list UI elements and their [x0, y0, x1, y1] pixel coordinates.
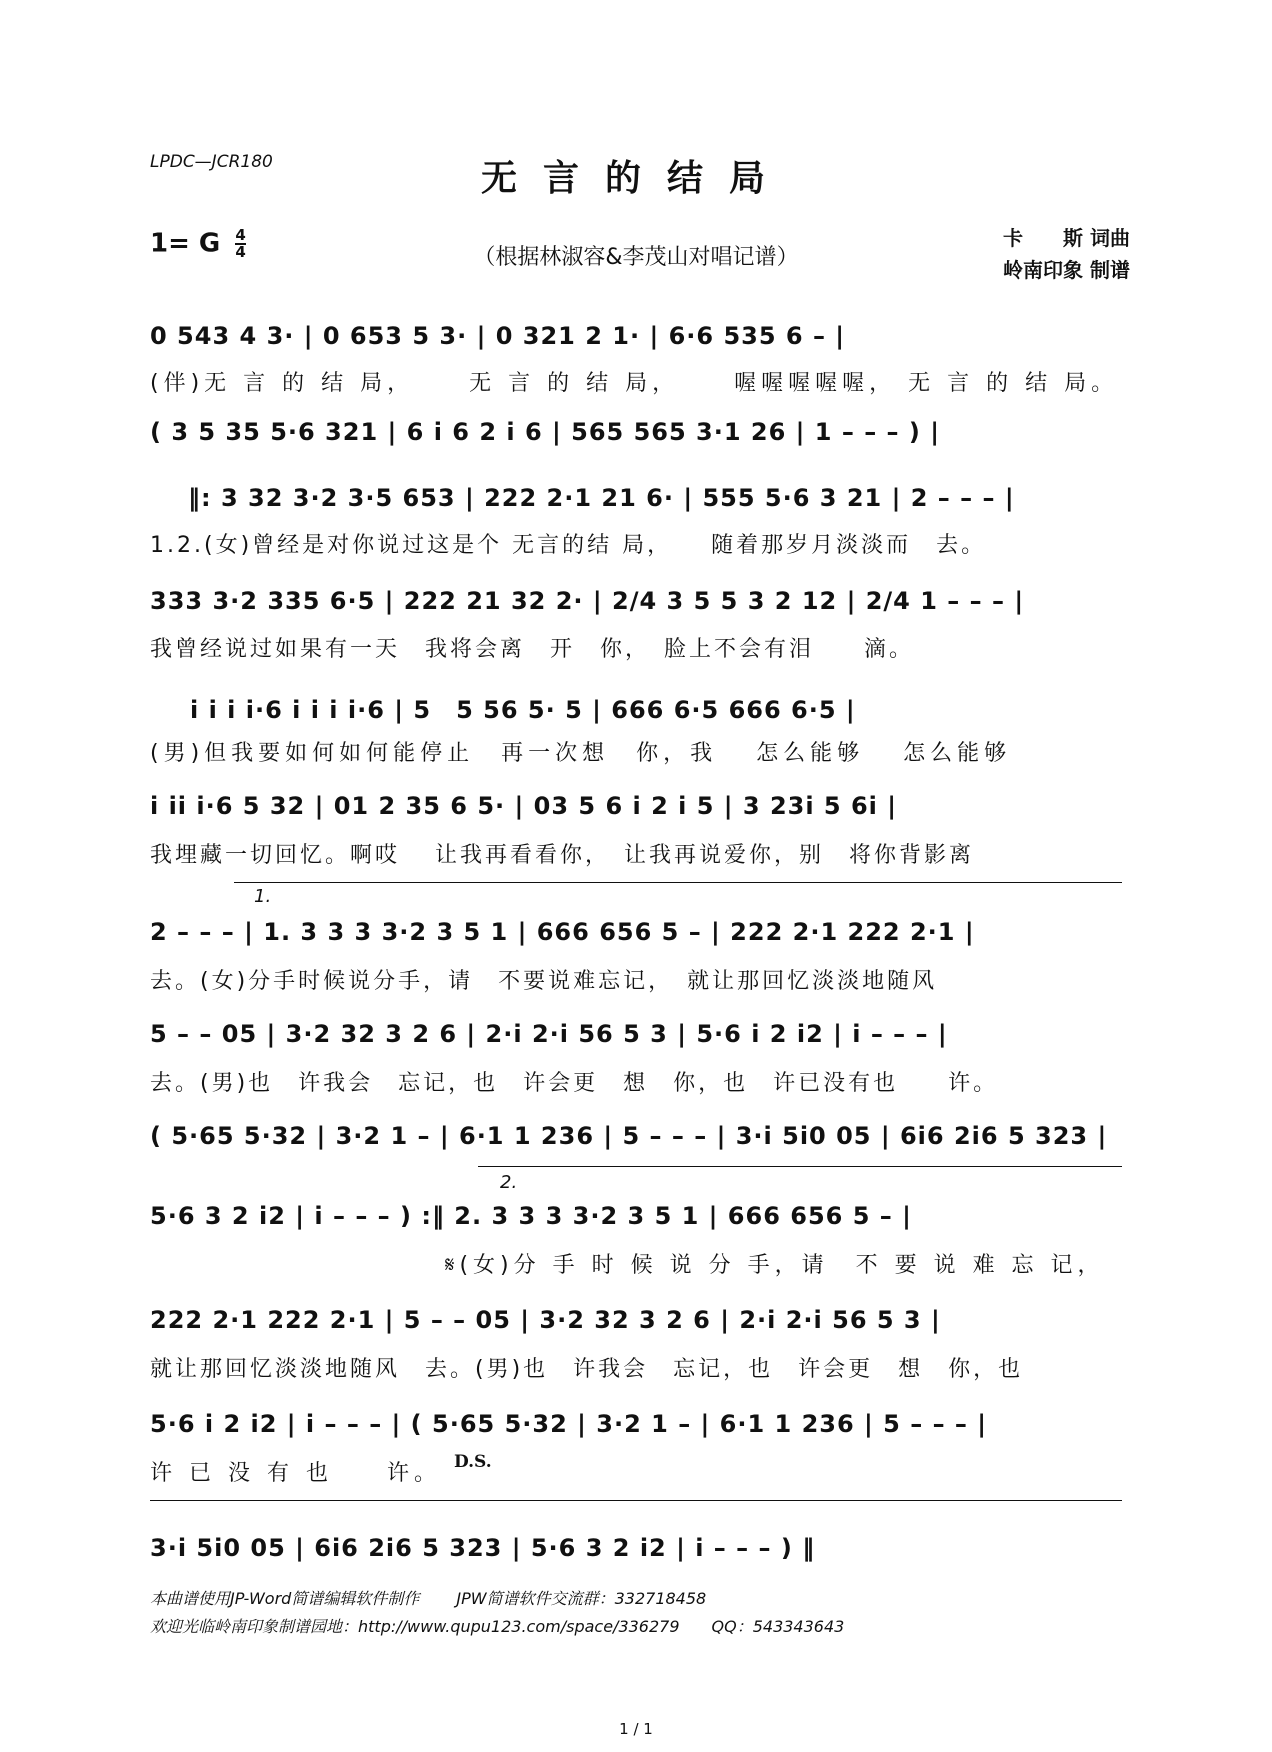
meter-top: 4: [235, 226, 246, 244]
ending-2-label: 2.: [500, 1172, 518, 1193]
lyric-row-5: (男)但我要如何如何能停止 再一次想 你，我 怎么能够 怎么能够: [150, 741, 1012, 766]
meter-bottom: 4: [235, 243, 246, 261]
lyric-row-12: 许 已 没 有 也 许。: [150, 1461, 441, 1486]
notation-row-10: 5·6 3 2 i2 | i – – – ) :‖ 2. 3 3 3 3·2 3 5 1 | 666 656 5 – |: [150, 1202, 912, 1230]
lyric-row-10: 𝄋(女)分 手 时 候 说 分 手，请 不 要 说 难 忘 记，: [445, 1253, 1105, 1278]
subtitle: （根据林淑容&李茂山对唱记谱）: [473, 245, 799, 270]
lyric-row-6: 我埋藏一切回忆。啊哎 让我再看看你， 让我再说爱你，别 将你背影离: [150, 843, 974, 868]
ending-1-bracket: [234, 882, 1122, 883]
lyric-row-8: 去。(男)也 许我会 忘记，也 许会更 想 你，也 许已没有也 许。: [150, 1071, 999, 1096]
notation-row-6: i ii i·6 5 32 | 01 2 35 6 5· | 03 5 6 i 2 i 5 | 3 23i 5 6i |: [150, 792, 898, 820]
page-number: 1 / 1: [619, 1720, 653, 1738]
ending-1-label: 1.: [254, 886, 272, 907]
ds-marker: D.S.: [454, 1452, 492, 1472]
score-code: LPDC—JCR180: [150, 152, 273, 172]
notation-row-1: 0 543 4 3· | 0 653 5 3· | 0 321 2 1· | 6·6 535 6 – |: [150, 322, 846, 350]
notation-row-5: i i i i·6 i i i i·6 | 5 5 56 5· 5 | 666 6·5 666 6·5 |: [190, 696, 856, 724]
notation-row-4: 333 3·2 335 6·5 | 222 21 32 2· | 2/4 3 5 5 3 2 12 | 2/4 1 – – – |: [150, 587, 1025, 615]
page-title: 无言的结局: [480, 157, 791, 199]
key-label: 1= G: [150, 228, 221, 259]
lyric-row-3: 1.2.(女)曾经是对你说过这是个 无言的结 局， 随着那岁月淡淡而 去。: [150, 533, 987, 558]
lyric-row-7: 去。(女)分手时候说分手，请 不要说难忘记， 就让那回忆淡淡地随风: [150, 969, 938, 994]
ending-2-bracket: [478, 1166, 1122, 1167]
footer-line-2: 欢迎光临岭南印象制谱园地：http://www.qupu123.com/space/336279 QQ：543343643: [150, 1617, 845, 1636]
notation-row-2: ( 3 5 35 5·6 321 | 6 i 6 2 i 6 | 565 565 3·1 26 | 1 – – – ) |: [150, 418, 940, 446]
notation-row-13: 3·i 5i0 05 | 6i6 2i6 5 323 | 5·6 3 2 i2 | i – – – ) ‖: [150, 1534, 816, 1562]
lyricist-credit: 卡 斯 词曲: [1003, 226, 1130, 250]
notation-row-3: ‖: 3 32 3·2 3·5 653 | 222 2·1 21 6· | 555 5·6 3 21 | 2 – – – |: [188, 484, 1015, 512]
notation-row-11: 222 2·1 222 2·1 | 5 – – 05 | 3·2 32 3 2 6 | 2·i 2·i 56 5 3 |: [150, 1306, 941, 1334]
final-bracket: [150, 1500, 1122, 1501]
lyric-row-4: 我曾经说过如果有一天 我将会离 开 你， 脸上不会有泪 滴。: [150, 637, 915, 662]
notation-row-7: 2 – – – | 1. 3 3 3 3·2 3 5 1 | 666 656 5 – | 222 2·1 222 2·1 |: [150, 918, 975, 946]
notation-row-8: 5 – – 05 | 3·2 32 3 2 6 | 2·i 2·i 56 5 3 | 5·6 i 2 i2 | i – – – |: [150, 1020, 948, 1048]
arranger-credit: 岭南印象 制谱: [1003, 258, 1130, 282]
notation-row-12: 5·6 i 2 i2 | i – – – | ( 5·65 5·32 | 3·2 1 – | 6·1 1 236 | 5 – – – |: [150, 1410, 988, 1438]
lyric-row-1: (伴)无 言 的 结 局， 无 言 的 结 局， 喔喔喔喔喔， 无 言 的 结 局。: [150, 371, 1119, 396]
lyric-row-11: 就让那回忆淡淡地随风 去。(男)也 许我会 忘记，也 许会更 想 你，也: [150, 1357, 1024, 1382]
notation-row-9: ( 5·65 5·32 | 3·2 1 – | 6·1 1 236 | 5 – – – | 3·i 5i0 05 | 6i6 2i6 5 323 |: [150, 1122, 1108, 1150]
footer-line-1: 本曲谱使用JP-Word简谱编辑软件制作 JPW简谱软件交流群：332718458: [150, 1589, 707, 1608]
